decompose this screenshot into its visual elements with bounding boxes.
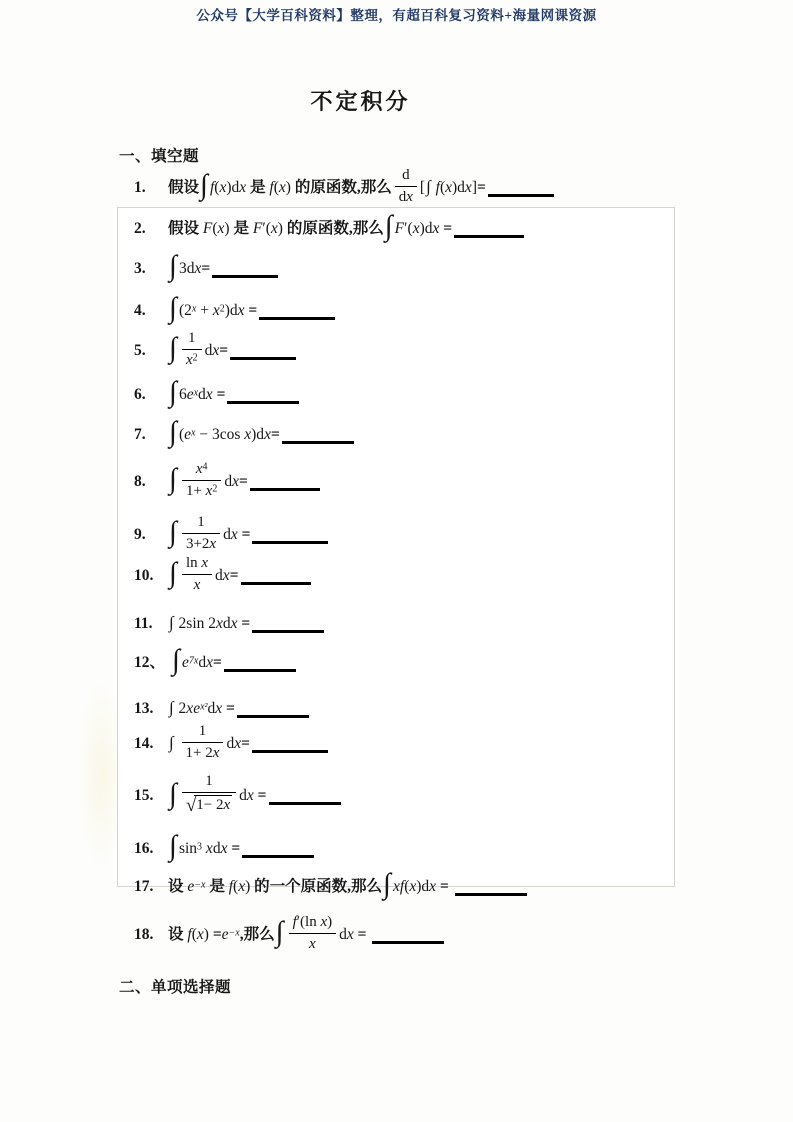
math-variable: x bbox=[212, 301, 220, 319]
math-text: )d bbox=[226, 178, 240, 196]
math-text bbox=[366, 926, 370, 943]
integral-sign-small: ∫ bbox=[426, 176, 431, 196]
math-text: d bbox=[239, 787, 247, 805]
math-variable: e bbox=[221, 925, 229, 943]
math-variable: x bbox=[239, 178, 247, 196]
math-text: 1+ 2 bbox=[185, 744, 213, 761]
math-variable: x bbox=[429, 877, 437, 895]
question-row bbox=[134, 212, 524, 246]
question-row bbox=[134, 690, 309, 726]
question-formula bbox=[168, 250, 278, 283]
math-text: sin bbox=[178, 839, 198, 857]
integral-sign: ∫ bbox=[200, 169, 208, 202]
math-text: 3+2 bbox=[185, 535, 210, 552]
equals-sign: = bbox=[476, 178, 486, 196]
math-variable: x bbox=[201, 555, 209, 571]
equals-sign: = bbox=[216, 385, 226, 403]
question-formula bbox=[168, 291, 335, 324]
equals-sign: = bbox=[241, 525, 251, 543]
fraction-numerator bbox=[182, 722, 224, 743]
page-title: 不定积分 bbox=[310, 89, 411, 114]
question-number: 7. bbox=[134, 425, 146, 443]
math-variable: x bbox=[220, 839, 228, 857]
math-text: − 3cos bbox=[195, 425, 245, 443]
answer-blank bbox=[282, 438, 354, 444]
fraction-numerator bbox=[182, 772, 236, 793]
answer-blank bbox=[252, 538, 328, 544]
math-variable: F bbox=[202, 220, 213, 237]
equals-sign: = bbox=[226, 699, 235, 717]
fraction-numerator bbox=[182, 513, 220, 534]
math-text: )d bbox=[224, 301, 238, 319]
math-text: + bbox=[196, 301, 213, 319]
math-text: ′(ln bbox=[296, 914, 321, 930]
chinese-text: ,那么 bbox=[239, 925, 275, 943]
fraction bbox=[182, 460, 221, 501]
equals-sign: = bbox=[241, 734, 250, 752]
math-variable: x bbox=[309, 935, 316, 952]
math-variable: x bbox=[185, 351, 193, 368]
math-variable: x bbox=[205, 385, 213, 403]
integral-sign: ∫ bbox=[383, 867, 391, 900]
answer-blank bbox=[259, 314, 335, 320]
question-number: 12、 bbox=[134, 653, 166, 671]
fraction-denominator bbox=[182, 743, 224, 763]
equals-sign: = bbox=[257, 787, 267, 805]
integral-sign: ∫ bbox=[169, 777, 177, 810]
question-formula bbox=[168, 773, 341, 816]
superscript: 2 bbox=[212, 483, 218, 495]
answer-blank bbox=[372, 938, 444, 944]
math-variable: xf bbox=[393, 877, 405, 895]
math-variable: x bbox=[217, 220, 225, 237]
question-number: 16. bbox=[134, 839, 154, 857]
math-variable: x bbox=[215, 699, 223, 717]
question-formula bbox=[168, 375, 299, 408]
chinese-text: 设 bbox=[168, 877, 188, 895]
answer-blank bbox=[230, 354, 296, 360]
equals-sign: = bbox=[241, 615, 251, 632]
header-promo-text: 公众号【大学百科资料】整理，有超百科复习资料+海量网课资源 bbox=[196, 8, 597, 23]
math-variable: e bbox=[187, 877, 195, 895]
integral-sign-small: ∫ bbox=[169, 613, 174, 632]
math-variable: x bbox=[223, 796, 231, 813]
math-variable: e bbox=[193, 699, 201, 717]
math-text: ( bbox=[439, 178, 446, 196]
question-row bbox=[134, 556, 311, 597]
answer-blank bbox=[241, 579, 311, 585]
math-variable: x bbox=[230, 525, 238, 543]
math-text: d bbox=[222, 615, 231, 632]
math-variable: x bbox=[246, 787, 254, 805]
question-row bbox=[134, 416, 354, 452]
question-formula bbox=[168, 415, 354, 448]
math-text: d bbox=[198, 385, 206, 403]
question-number: 14. bbox=[134, 734, 154, 752]
fraction bbox=[289, 913, 337, 954]
math-text: 1 bbox=[198, 723, 207, 739]
math-variable: f bbox=[292, 914, 297, 930]
math-text: 2 bbox=[174, 699, 187, 717]
answer-blank bbox=[242, 852, 314, 858]
math-variable: f bbox=[209, 178, 215, 196]
superscript: 2 bbox=[192, 352, 198, 364]
math-variable: x bbox=[209, 535, 217, 552]
math-text: ln bbox=[185, 555, 202, 571]
section-heading-fill-blanks: 一、填空题 bbox=[119, 148, 200, 165]
question-formula bbox=[168, 555, 311, 593]
question-row bbox=[134, 331, 296, 372]
math-text: 3d bbox=[178, 260, 195, 277]
superscript: 3 bbox=[197, 841, 203, 852]
math-text: )d bbox=[452, 178, 465, 196]
math-text: )d bbox=[419, 220, 433, 237]
math-text: d bbox=[223, 525, 231, 543]
superscript: x bbox=[191, 427, 196, 438]
math-text: ) bbox=[277, 220, 283, 237]
math-variable: x bbox=[234, 734, 242, 752]
radical-sign: √ bbox=[185, 794, 197, 816]
answer-blank bbox=[252, 747, 328, 753]
math-text: d bbox=[212, 839, 221, 857]
answer-blank bbox=[488, 191, 554, 197]
math-variable: f bbox=[187, 925, 192, 943]
math-text: [ bbox=[419, 178, 426, 196]
math-variable: f bbox=[228, 877, 234, 895]
answer-blank bbox=[269, 799, 341, 805]
math-variable: x bbox=[237, 301, 245, 319]
math-text bbox=[449, 878, 453, 895]
question-formula bbox=[168, 330, 296, 368]
integral-sign: ∫ bbox=[169, 332, 177, 365]
math-variable: x bbox=[230, 615, 238, 632]
question-number: 1. bbox=[134, 178, 146, 196]
math-variable: x bbox=[205, 839, 213, 857]
chinese-text: 的原函数,那么 bbox=[282, 220, 384, 237]
question-formula bbox=[168, 615, 324, 632]
question-formula bbox=[168, 914, 444, 952]
question-number: 18. bbox=[134, 925, 154, 943]
question-number: 6. bbox=[134, 385, 146, 403]
question-formula bbox=[168, 723, 328, 761]
answer-blank bbox=[252, 627, 324, 633]
math-variable: f bbox=[269, 178, 274, 196]
superscript: 4 bbox=[202, 461, 208, 473]
fraction bbox=[182, 772, 236, 817]
fraction-numerator bbox=[182, 329, 202, 350]
fraction-numerator bbox=[395, 166, 417, 187]
math-variable: e bbox=[181, 653, 189, 671]
math-variable: x bbox=[222, 566, 230, 584]
equals-sign: = bbox=[212, 653, 222, 671]
question-number: 8. bbox=[134, 472, 146, 490]
equals-sign: = bbox=[231, 839, 241, 857]
chinese-text: 的原函数,那么 bbox=[290, 178, 392, 196]
question-number: 5. bbox=[134, 341, 146, 359]
fraction-denominator bbox=[395, 187, 417, 207]
math-text: ) bbox=[245, 877, 251, 895]
math-text: d bbox=[198, 653, 207, 671]
fraction-numerator bbox=[289, 913, 337, 934]
math-text: ( bbox=[273, 178, 279, 196]
fraction-denominator bbox=[182, 793, 236, 817]
math-variable: x bbox=[206, 653, 213, 671]
equals-sign: = bbox=[357, 925, 367, 943]
fraction-denominator bbox=[182, 575, 212, 595]
question-number: 15. bbox=[134, 787, 154, 805]
equals-sign: = bbox=[229, 566, 239, 584]
question-row bbox=[134, 376, 299, 412]
answer-blank bbox=[212, 272, 278, 278]
question-number: 3. bbox=[134, 260, 146, 277]
fraction bbox=[182, 513, 220, 554]
question-row bbox=[134, 915, 444, 956]
superscript: x bbox=[191, 303, 197, 314]
chinese-text: 的一个原函数,那么 bbox=[250, 877, 383, 895]
math-variable: x bbox=[194, 260, 202, 277]
math-text: ( bbox=[178, 425, 185, 443]
math-variable: x bbox=[412, 220, 420, 237]
question-row bbox=[134, 462, 320, 503]
square-root bbox=[186, 794, 232, 817]
chinese-text: 设 bbox=[168, 925, 188, 943]
math-variable: x bbox=[346, 925, 354, 943]
fraction-denominator bbox=[289, 934, 337, 954]
math-text: ( bbox=[233, 877, 239, 895]
chinese-text: 是 bbox=[205, 877, 229, 895]
math-text: 1 bbox=[197, 514, 205, 530]
math-text: d bbox=[339, 925, 347, 943]
integral-sign: ∫ bbox=[384, 210, 393, 243]
integral-sign: ∫ bbox=[275, 916, 284, 949]
math-variable: x bbox=[445, 178, 452, 196]
question-number: 10. bbox=[134, 566, 154, 584]
math-variable: x bbox=[278, 178, 286, 196]
fraction-denominator bbox=[182, 534, 220, 554]
question-formula bbox=[168, 697, 309, 717]
math-variable: e bbox=[184, 425, 192, 443]
fraction bbox=[395, 166, 417, 207]
math-text: ′( bbox=[404, 220, 413, 237]
question-row bbox=[134, 774, 341, 819]
radicand bbox=[194, 795, 232, 815]
question-number: 11. bbox=[134, 615, 153, 632]
math-text: ′( bbox=[262, 220, 271, 237]
math-variable: F bbox=[394, 220, 405, 237]
chinese-text: 假设 bbox=[168, 178, 200, 196]
question-number: 13. bbox=[134, 699, 154, 717]
question-row bbox=[134, 724, 328, 765]
math-variable: x bbox=[320, 914, 328, 930]
integral-sign: ∫ bbox=[169, 557, 177, 590]
math-variable: x bbox=[212, 341, 220, 359]
question-row bbox=[134, 292, 335, 328]
math-variable: x bbox=[216, 615, 223, 632]
fraction-numerator bbox=[182, 460, 221, 481]
superscript: x bbox=[193, 387, 199, 398]
math-text: ( bbox=[191, 925, 197, 943]
math-text: d bbox=[215, 566, 223, 584]
equals-sign: = bbox=[212, 925, 222, 943]
chinese-text: 假设 bbox=[168, 220, 203, 237]
question-number: 9. bbox=[134, 525, 146, 543]
equals-sign: = bbox=[201, 260, 211, 277]
math-variable: x bbox=[193, 576, 201, 593]
integral-sign: ∫ bbox=[169, 415, 177, 448]
answer-blank bbox=[454, 232, 524, 238]
integral-sign: ∫ bbox=[169, 250, 177, 283]
answer-blank bbox=[250, 485, 320, 491]
integral-sign-small: ∫ bbox=[169, 697, 174, 717]
math-text: (2 bbox=[178, 301, 192, 319]
math-text: 2sin 2 bbox=[174, 615, 217, 632]
math-text: d bbox=[398, 188, 407, 205]
question-row bbox=[134, 607, 324, 641]
answer-blank bbox=[227, 398, 299, 404]
math-variable: x bbox=[464, 178, 472, 196]
fraction-numerator bbox=[182, 554, 212, 575]
equals-sign: = bbox=[439, 877, 449, 895]
math-text: d bbox=[224, 472, 233, 490]
equals-sign: = bbox=[443, 220, 453, 237]
math-variable: x bbox=[205, 482, 213, 499]
question-row bbox=[134, 830, 314, 866]
answer-blank bbox=[224, 666, 296, 672]
math-text: d bbox=[226, 734, 235, 752]
math-variable: e bbox=[186, 385, 194, 403]
integral-sign: ∫ bbox=[169, 375, 177, 408]
math-variable: x bbox=[186, 699, 194, 717]
equals-sign: = bbox=[270, 425, 280, 443]
question-formula bbox=[171, 643, 296, 676]
superscript: x² bbox=[200, 701, 208, 712]
math-variable: x bbox=[270, 220, 278, 237]
superscript: −x bbox=[228, 927, 240, 939]
question-formula bbox=[168, 461, 320, 499]
integral-sign: ∫ bbox=[169, 291, 177, 324]
math-text: d bbox=[207, 699, 216, 717]
math-text: ] bbox=[471, 178, 477, 196]
equals-sign: = bbox=[219, 341, 229, 359]
math-text bbox=[175, 735, 179, 752]
math-text: d bbox=[204, 341, 213, 359]
math-variable: x bbox=[409, 877, 417, 895]
math-variable: x bbox=[219, 178, 227, 196]
integral-sign: ∫ bbox=[169, 463, 177, 496]
question-formula bbox=[168, 829, 314, 862]
math-text: ( bbox=[214, 178, 220, 196]
integral-sign: ∫ bbox=[169, 516, 177, 549]
math-text: 1+ bbox=[185, 482, 206, 499]
math-text: ( bbox=[212, 220, 218, 237]
math-variable: x bbox=[238, 877, 246, 895]
chinese-text: 是 bbox=[246, 178, 270, 196]
math-variable: F bbox=[252, 220, 263, 237]
integral-sign-small: ∫ bbox=[169, 732, 174, 752]
equals-sign: = bbox=[238, 472, 248, 490]
math-text: 1− 2 bbox=[196, 796, 224, 813]
answer-blank bbox=[455, 890, 527, 896]
chinese-text: 是 bbox=[229, 220, 253, 237]
math-text: )d bbox=[251, 425, 265, 443]
math-text: 1 bbox=[205, 773, 213, 789]
fraction bbox=[182, 554, 212, 595]
fraction-denominator bbox=[182, 481, 221, 501]
question-number: 17. bbox=[134, 877, 154, 895]
integral-sign: ∫ bbox=[172, 643, 180, 676]
section-heading-multiple-choice: 二、单项选择题 bbox=[119, 979, 232, 996]
superscript: 2 bbox=[219, 303, 225, 314]
integral-sign: ∫ bbox=[169, 829, 177, 862]
math-text: ( bbox=[404, 877, 410, 895]
fraction bbox=[182, 329, 202, 370]
question-row bbox=[134, 252, 278, 286]
math-text: ) bbox=[203, 925, 213, 943]
question-row bbox=[134, 168, 554, 209]
equals-sign: = bbox=[248, 301, 258, 319]
math-text: d bbox=[402, 167, 410, 183]
question-formula bbox=[168, 514, 328, 552]
math-text: 6 bbox=[178, 385, 187, 403]
math-variable: x bbox=[406, 188, 413, 205]
math-text: ) bbox=[327, 914, 333, 930]
superscript: −x bbox=[194, 879, 206, 890]
answer-blank bbox=[237, 712, 309, 718]
math-variable: x bbox=[196, 925, 204, 943]
question-row bbox=[134, 644, 296, 680]
math-variable: f bbox=[435, 178, 440, 196]
math-variable: x bbox=[244, 425, 252, 443]
math-text: 1 bbox=[188, 330, 196, 346]
question-row bbox=[134, 868, 527, 904]
question-row bbox=[134, 515, 328, 556]
question-formula bbox=[168, 167, 554, 205]
math-text: ) bbox=[224, 220, 230, 237]
math-variable: x bbox=[432, 220, 440, 237]
fraction-denominator bbox=[182, 350, 202, 370]
math-variable: x bbox=[232, 472, 239, 490]
fraction bbox=[182, 722, 224, 763]
math-variable: x bbox=[212, 744, 220, 761]
math-text: ) bbox=[285, 178, 291, 196]
math-text: )d bbox=[416, 877, 430, 895]
math-variable: x bbox=[264, 425, 271, 443]
question-formula bbox=[168, 210, 524, 243]
question-number: 2. bbox=[134, 220, 146, 237]
math-variable: x bbox=[195, 461, 203, 477]
question-number: 4. bbox=[134, 301, 146, 319]
superscript: 7x bbox=[188, 655, 199, 666]
question-formula bbox=[168, 867, 527, 900]
